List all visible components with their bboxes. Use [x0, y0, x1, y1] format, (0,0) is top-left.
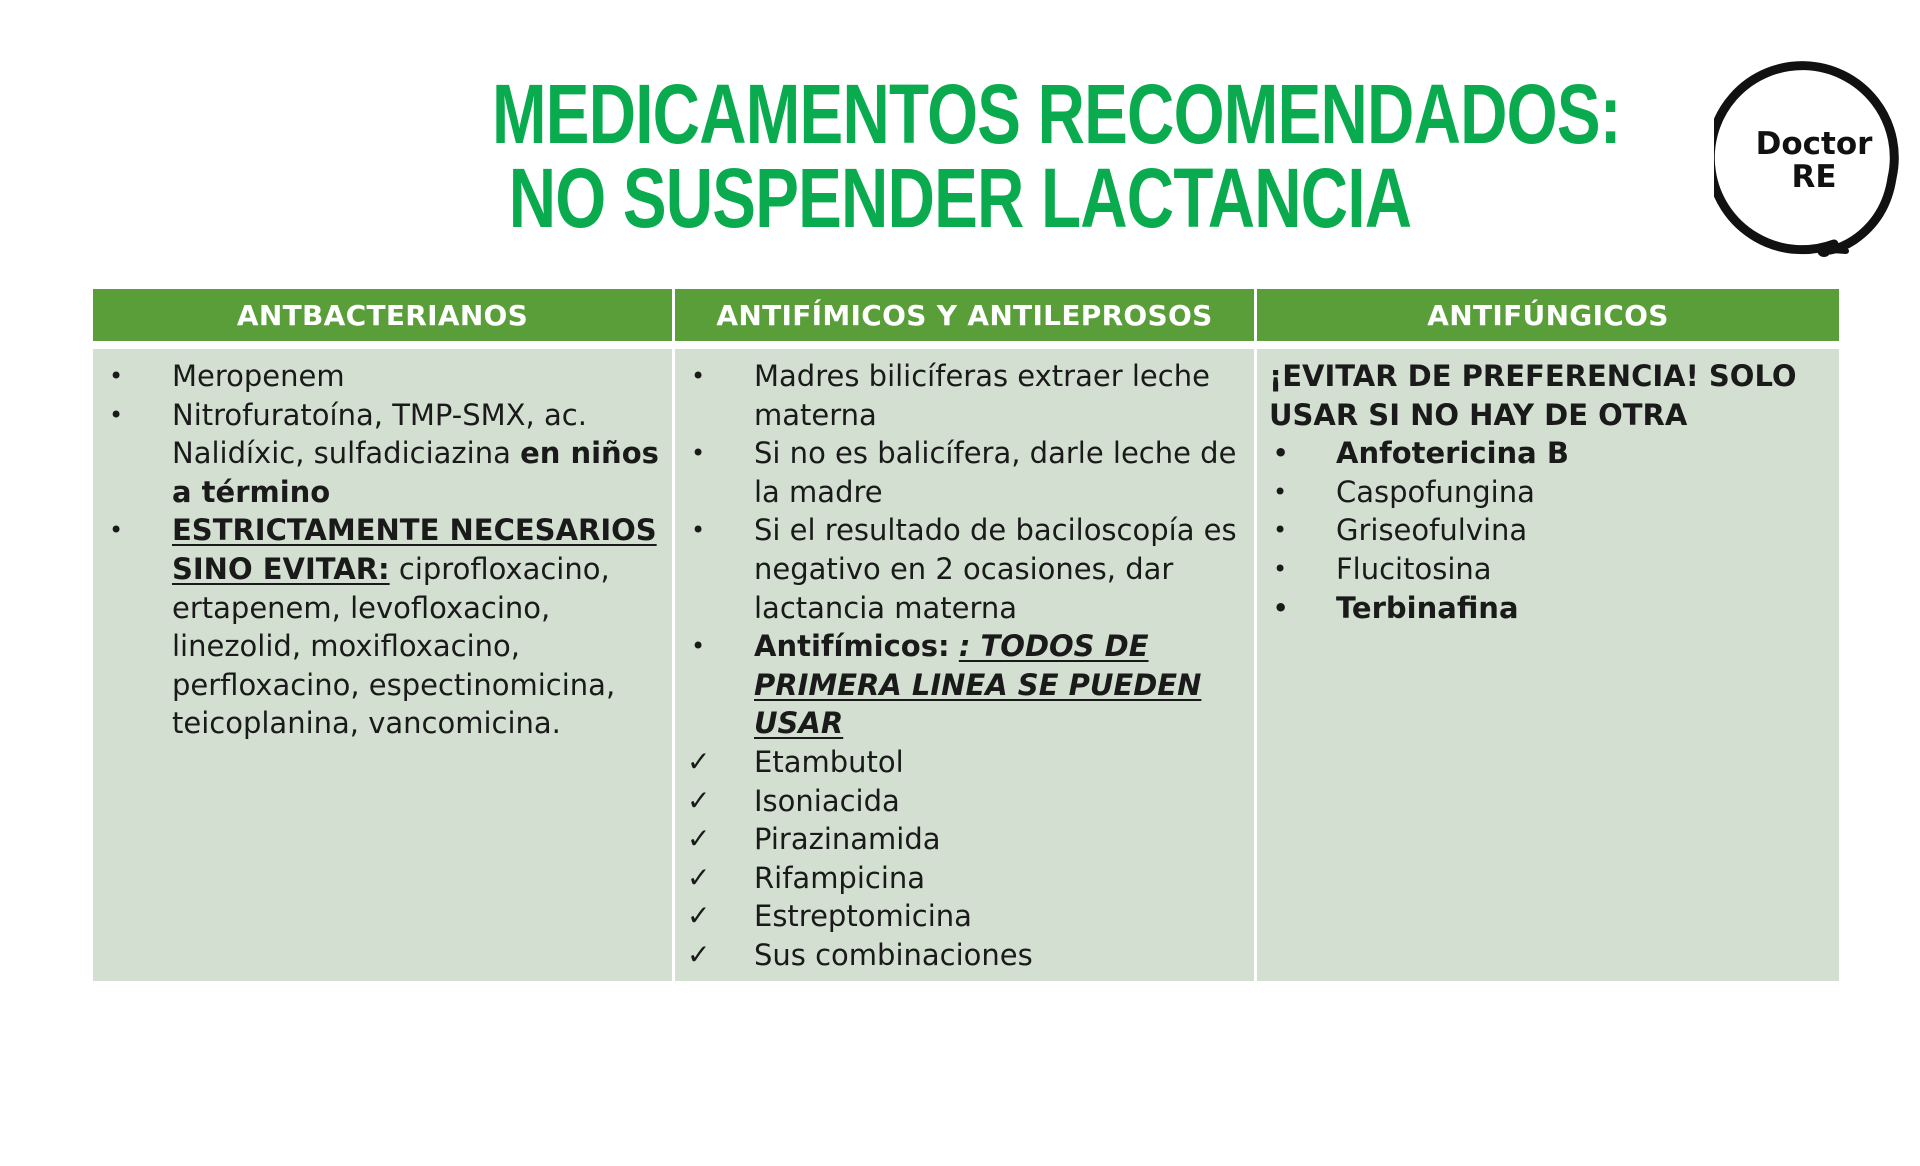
item-strict-bold: ESTRICTAMENTE NECESARIOS SINO EVITAR:	[172, 513, 657, 586]
header-antifimicos: ANTIFÍMICOS Y ANTILEPROSOS	[675, 289, 1254, 341]
check-item	[687, 743, 1244, 782]
check-item	[687, 859, 1244, 898]
list-item	[1269, 589, 1829, 628]
check-item-label: Estreptomicina	[754, 899, 972, 934]
item-nitro-text: Nitrofuratoína, TMP-SMX, ac. Nalidíxic, sulfadiciazina	[172, 397, 587, 471]
antibacterianos-list	[105, 357, 662, 743]
list-item	[687, 627, 1244, 743]
check-item	[687, 820, 1244, 859]
drug-name: Anfotericina B	[1336, 436, 1569, 471]
drug-name: Terbinafina	[1336, 590, 1519, 625]
item-text: Si el resultado de baciloscopía es negativo en 2 ocasiones, dar lactancia materna	[754, 513, 1237, 625]
check-item-label: Rifampicina	[754, 860, 926, 895]
drug-name: Flucitosina	[1336, 551, 1492, 586]
list-item	[105, 357, 662, 396]
item-text: Madres bilicíferas extraer leche materna	[754, 359, 1210, 432]
doctor-re-logo	[1714, 58, 1914, 264]
antifungicos-list	[1269, 434, 1829, 627]
list-item	[687, 357, 1244, 434]
header-antifungicos: ANTIFÚNGICOS	[1257, 289, 1839, 341]
list-item	[1269, 550, 1829, 589]
item-antifimicos-note: : TODOS DE PRIMERA LINEA SE PUEDEN USAR	[754, 629, 1202, 741]
item-text: Si no es balicífera, darle leche de la madre	[754, 436, 1237, 509]
check-item-label: Pirazinamida	[754, 822, 941, 857]
item-meropenem: Meropenem	[172, 359, 345, 393]
item-nitro-bold: en niños a término	[172, 436, 659, 509]
check-item-label: Sus combinaciones	[754, 937, 1033, 972]
check-item-label: Isoniacida	[754, 783, 900, 818]
title-line-1: MEDICAMENTOS RECOMENDADOS:	[492, 67, 1621, 161]
logo-text-line-1: Doctor	[1755, 126, 1873, 162]
item-strict-text: ciprofloxacino, ertapenem, levofloxacino, linezolid, moxifloxacino, perfloxacino, espectinomicina, teicoplanina, vancomicina.	[172, 551, 616, 741]
list-item	[105, 396, 662, 512]
title-line-2: NO SUSPENDER LACTANCIA	[508, 151, 1412, 245]
cell-antifimicos	[675, 349, 1254, 981]
antifimicos-list	[687, 357, 1244, 975]
check-item-label: Etambutol	[754, 744, 904, 779]
list-item	[1269, 511, 1829, 550]
list-item	[687, 434, 1244, 511]
page-title	[492, 67, 1621, 245]
list-item	[1269, 473, 1829, 512]
check-item	[687, 782, 1244, 821]
logo-text-line-2: RE	[1791, 159, 1837, 195]
cell-antibacterianos	[93, 349, 672, 981]
cell-antifungicos	[1257, 349, 1839, 981]
drug-name: Griseofulvina	[1336, 513, 1528, 548]
list-item	[105, 511, 662, 743]
check-item	[687, 936, 1244, 975]
list-item	[687, 511, 1244, 627]
header-antibacterianos: ANTBACTERIANOS	[93, 289, 672, 341]
antifungicos-warning: ¡EVITAR DE PREFERENCIA! SOLO USAR SI NO HAY DE OTRA	[1269, 359, 1797, 432]
drug-name: Caspofungina	[1336, 474, 1535, 509]
list-item	[1269, 434, 1829, 473]
check-item	[687, 897, 1244, 936]
medications-table	[93, 289, 1839, 981]
item-antifimicos-bold: Antifímicos:	[754, 629, 950, 664]
